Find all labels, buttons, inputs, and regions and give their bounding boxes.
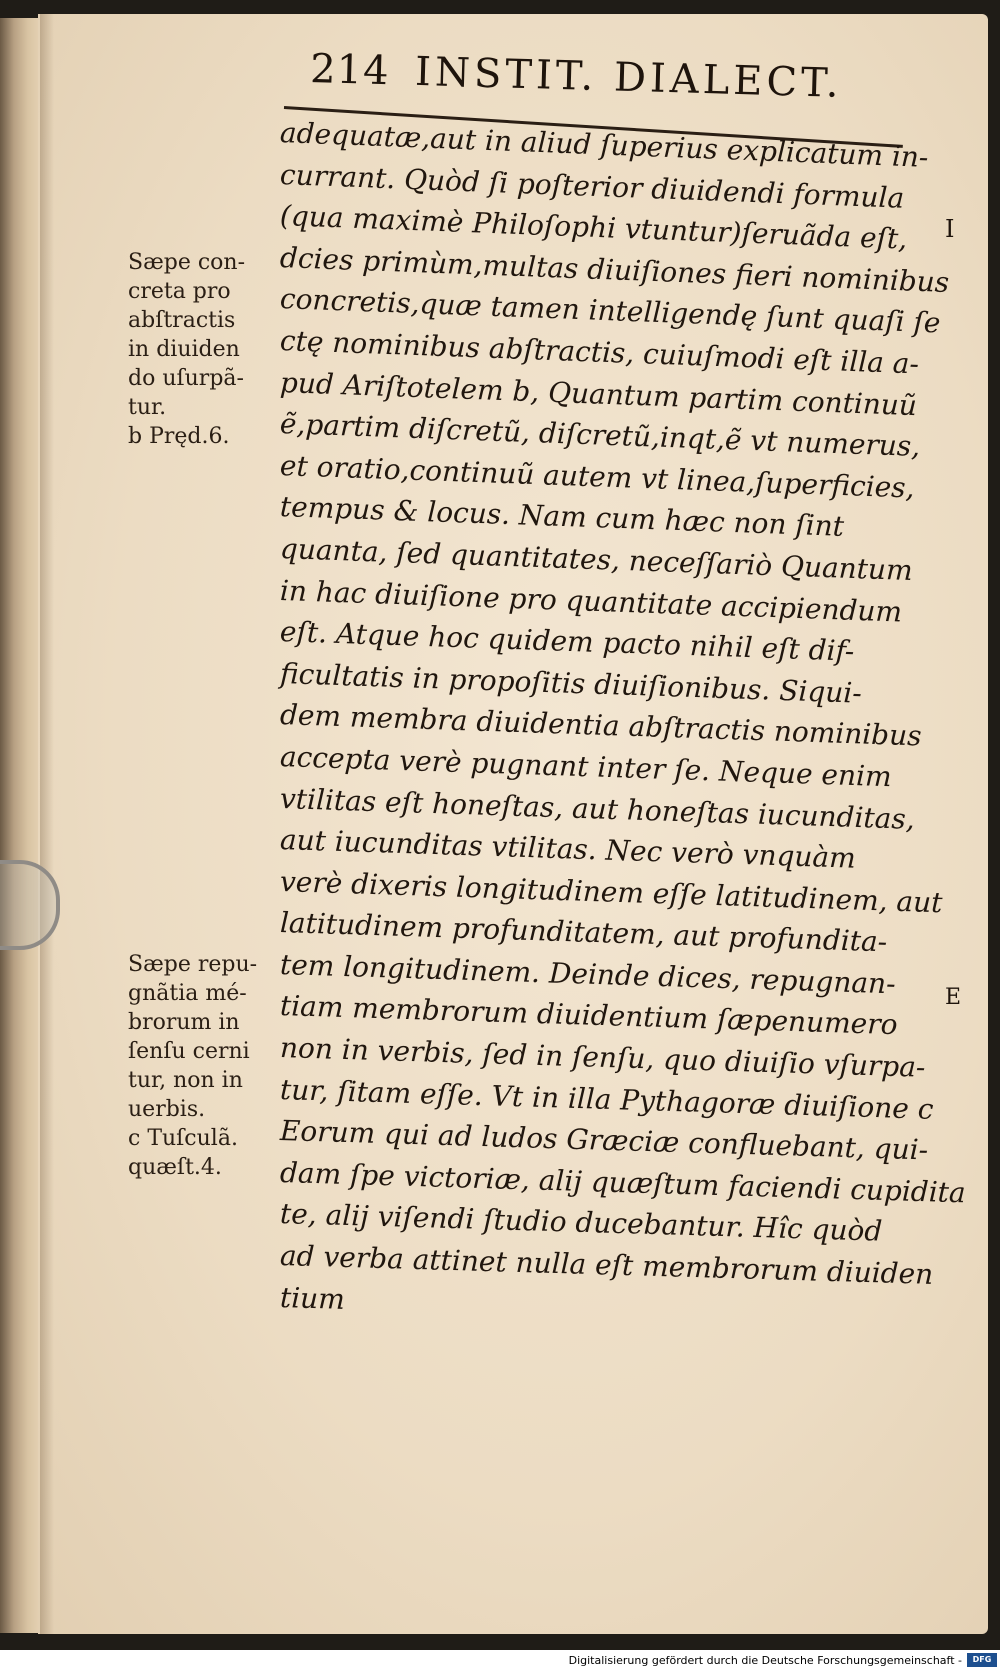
text-line: (qua maximè Philoſophi vtuntur)ſeruãda eſt, xyxy=(279,199,908,256)
edge-letter-2: E xyxy=(945,985,962,1010)
stacked-page-edges xyxy=(0,18,40,1633)
margin-note-line: in diuiden xyxy=(128,337,240,362)
dfg-logo: DFG xyxy=(967,1653,997,1667)
text-line: tem longitudinem. Deinde dices, repugnan- xyxy=(279,947,897,1001)
text-line: tempus & locus. Nam cum hæc non ſint xyxy=(279,490,845,544)
text-line: Eorum qui ad ludos Græciæ confluebant, qui- xyxy=(279,1114,929,1167)
text-line: ad verba attinet nulla eſt membrorum diuiden xyxy=(279,1239,934,1291)
edge-letter-1: I xyxy=(945,215,955,243)
text-line: eſt. Atque hoc quidem pacto nihil eſt dif- xyxy=(279,615,855,668)
text-line: ẽ,partim diſcretũ, diſcretũ,inqt,ẽ vt numerus, xyxy=(279,407,921,464)
running-head: INSTIT. DIALECT. xyxy=(414,48,844,107)
text-line: accepta verè pugnant inter ſe. Neque enim xyxy=(279,739,893,794)
margin-note-2 xyxy=(128,950,278,1182)
text-line: quanta, ſed quantitates, neceſſariò Quantum xyxy=(279,531,914,588)
text-line: dcies primùm,multas diuiſiones fieri nominibus xyxy=(279,240,950,299)
margin-note-line: Sæpe con- xyxy=(128,250,246,275)
margin-note-line: ſenſu cerni xyxy=(128,1039,250,1064)
page-number: 214 xyxy=(309,46,391,95)
margin-note-line: brorum in xyxy=(128,1010,240,1035)
text-line: aut iucunditas vtilitas. Nec verò vnquàm xyxy=(279,823,857,875)
text-line: verè dixeris longitudinem eſſe latitudinem, aut xyxy=(279,864,943,919)
margin-note-line: quæſt.4. xyxy=(128,1155,222,1180)
text-line: vtilitas eſt honeſtas, aut honeſtas iucunditas, xyxy=(279,781,916,836)
text-line: pud Ariſtotelem b, Quantum partim continuũ xyxy=(279,365,918,422)
margin-note-line: do uſurpã- xyxy=(128,366,244,391)
text-line: et oratio,continuũ autem vt linea,ſuperficies, xyxy=(279,448,916,505)
text-line: te, alij viſendi ſtudio ducebantur. Hîc quòd xyxy=(279,1197,883,1249)
gutter-shadow xyxy=(40,14,54,1634)
margin-note-line: c Tuſculã. xyxy=(128,1126,238,1151)
margin-note-line: creta pro xyxy=(128,279,231,304)
text-line: tium xyxy=(279,1280,346,1316)
body-text xyxy=(279,112,967,1318)
text-line: adequatæ,aut in aliud ſuperius explicatum in- xyxy=(279,116,929,174)
text-line: currant. Quòd ſi poſterior diuidendi formula xyxy=(279,157,905,215)
margin-note-line: uerbis. xyxy=(128,1097,206,1122)
text-line: in hac diuiſione pro quantitate accipiendum xyxy=(279,573,903,629)
margin-note-line: gnãtia mé- xyxy=(128,981,247,1006)
text-line: ficultatis in propoſitis diuiſionibus. Siqui- xyxy=(279,656,863,710)
text-line: concretis,quæ tamen intelligendę ſunt quaſi ſe xyxy=(279,282,942,340)
text-line: tur, ſitam eſſe. Vt in illa Pythagoræ diuiſione c xyxy=(279,1072,934,1126)
text-line: dem membra diuidentia abſtractis nominibus xyxy=(279,698,923,753)
margin-note-line: tur. xyxy=(128,395,167,420)
margin-note-line: Sæpe repu- xyxy=(128,952,258,977)
text-line: tiam membrorum diuidentium ſæpenumero xyxy=(279,989,898,1042)
text-line: non in verbis, ſed in ſenſu, quo diuiſio vſurpa- xyxy=(279,1031,926,1084)
margin-note-line: tur, non in xyxy=(128,1068,243,1093)
margin-note-line: abſtractis xyxy=(128,308,236,333)
margin-note-line: b Pręd.6. xyxy=(128,424,230,449)
footer-credit: Digitalisierung gefördert durch die Deutsche Forschungsgemeinschaft - xyxy=(568,1654,962,1667)
text-line: dam ſpe victoriæ, alij quæſtum faciendi cupidita xyxy=(279,1155,967,1210)
margin-note-1 xyxy=(128,248,278,451)
text-line: ctę nominibus abſtractis, cuiuſmodi eſt illa a- xyxy=(279,323,920,381)
text-line: latitudinem profunditatem, aut profundita- xyxy=(279,906,888,959)
digitization-footer xyxy=(0,1650,1000,1671)
